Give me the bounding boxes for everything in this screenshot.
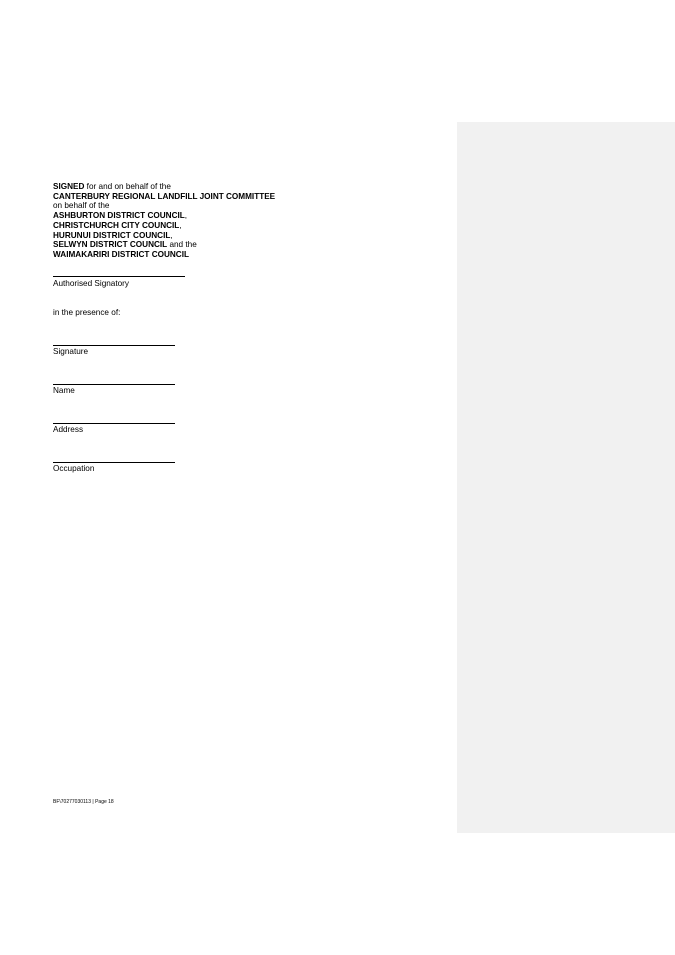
on-behalf-text: on behalf of the xyxy=(53,201,110,211)
committee-name: CANTERBURY REGIONAL LANDFILL JOINT COMMITTEE xyxy=(53,191,276,201)
council-2-line xyxy=(53,221,433,231)
name-label: Name xyxy=(53,386,75,395)
signed-text: for and on behalf of the xyxy=(84,182,171,191)
comma: , xyxy=(184,211,188,221)
page-footer: BF\70277030113 | Page 18 xyxy=(53,799,114,805)
council-3: HURUNUI DISTRICT COUNCIL xyxy=(53,230,171,240)
council-5: WAIMAKARIRI DISTRICT COUNCIL xyxy=(53,249,189,259)
address-label: Address xyxy=(53,425,84,434)
council-2: CHRISTCHURCH CITY COUNCIL xyxy=(53,220,180,230)
presence-label: in the presence of: xyxy=(53,308,121,317)
signed-label: SIGNED xyxy=(53,182,85,191)
signature-label: Signature xyxy=(53,347,89,356)
council-3-line xyxy=(53,231,433,241)
address-line xyxy=(53,423,175,424)
signature-line xyxy=(53,345,175,346)
comma: , xyxy=(179,220,182,230)
and-the-text: and the xyxy=(167,240,197,250)
comment-pane xyxy=(457,122,675,833)
comma: , xyxy=(170,230,173,240)
name-line xyxy=(53,384,175,385)
occupation-label: Occupation xyxy=(53,464,95,473)
authorised-signatory-line xyxy=(53,276,185,277)
council-1-line xyxy=(53,211,433,221)
occupation-line xyxy=(53,462,175,463)
authorised-signatory-label: Authorised Signatory xyxy=(53,279,130,288)
council-1: ASHBURTON DISTRICT COUNCIL xyxy=(53,211,185,221)
signing-block xyxy=(53,182,433,260)
council-4: SELWYN DISTRICT COUNCIL xyxy=(53,240,168,250)
council-4-line xyxy=(53,240,433,250)
signed-line xyxy=(53,182,433,192)
